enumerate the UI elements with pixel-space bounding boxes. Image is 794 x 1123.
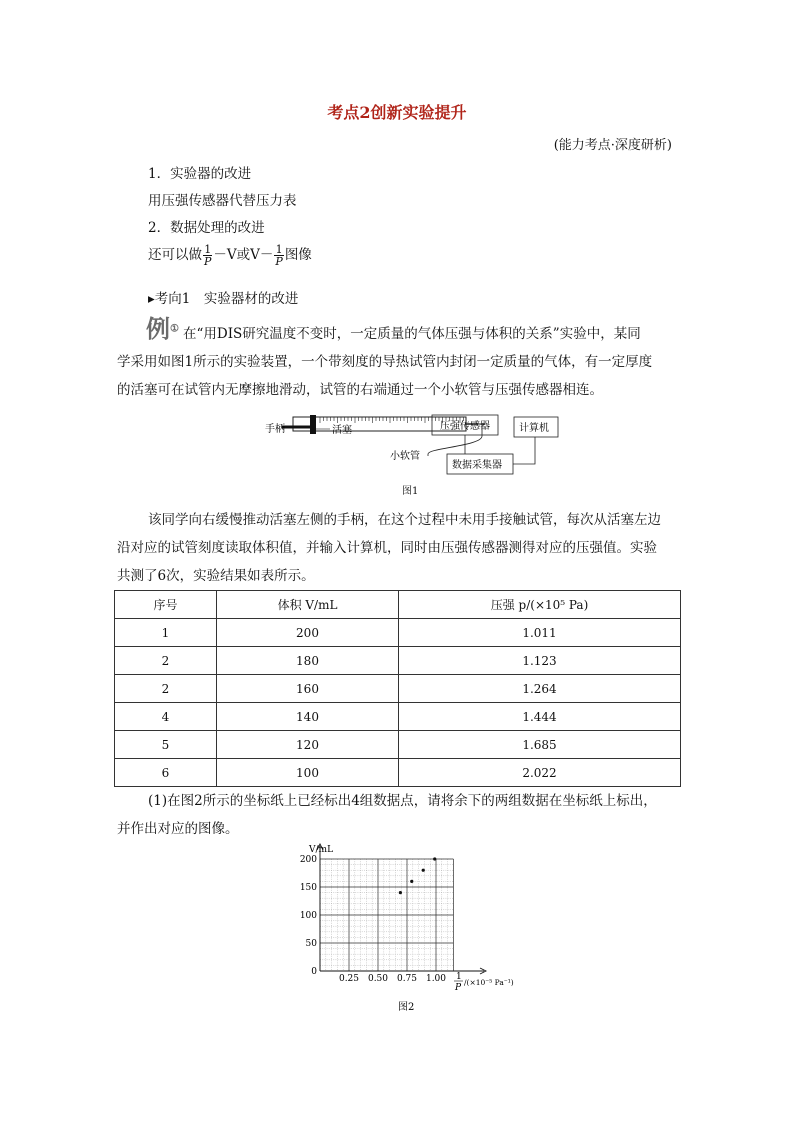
y-tick-labels xyxy=(300,855,317,977)
label-tube: 小软管 xyxy=(390,451,420,462)
fraction-numerator: 1 xyxy=(204,243,212,256)
item-2-mid: －V或V－ xyxy=(213,247,274,263)
table-row xyxy=(115,759,681,787)
table-cell: 2 xyxy=(115,675,217,703)
table-cell: 200 xyxy=(217,619,399,647)
table-cell: 120 xyxy=(217,731,399,759)
question-1-line-2: 并作出对应的图像。 xyxy=(117,821,239,837)
table-header: 体积 V/mL xyxy=(217,591,399,619)
x-axis-label-num: 1 xyxy=(456,972,462,982)
table-cell: 2 xyxy=(115,647,217,675)
x-axis-label-den: P xyxy=(455,983,462,993)
item-2-suffix: 图像 xyxy=(284,247,312,263)
fraction-denominator: P xyxy=(204,255,212,268)
figure-1-caption: 图1 xyxy=(402,486,419,497)
table-cell: 1.011 xyxy=(399,619,681,647)
item-2-prefix: 还可以做 xyxy=(148,247,202,263)
table-row xyxy=(115,675,681,703)
item-1: 1．实验器的改进 xyxy=(148,166,252,182)
fraction-1-over-p-2 xyxy=(274,244,283,267)
x-tick-label: 0.25 xyxy=(338,974,360,984)
table-cell: 1.123 xyxy=(399,647,681,675)
table-cell: 6 xyxy=(115,759,217,787)
item-1-detail: 用压强传感器代替压力表 xyxy=(148,193,297,209)
table-cell: 1.685 xyxy=(399,731,681,759)
x-tick-label: 1.00 xyxy=(425,974,447,984)
example-glyph: 例 xyxy=(146,314,170,343)
table-header: 压强 p/(×10⁵ Pa) xyxy=(399,591,681,619)
label-computer: 计算机 xyxy=(519,423,549,434)
direction-heading: ▸考向1 实验器材的改进 xyxy=(148,291,299,307)
label-sensor: 压强传感器 xyxy=(440,421,490,432)
x-tick-label: 0.50 xyxy=(367,974,389,984)
wire-collector-computer xyxy=(513,437,535,464)
page-title: 考点2创新实验提升 xyxy=(327,103,467,122)
figure-2-caption: 图2 xyxy=(398,1002,415,1013)
table-cell: 5 xyxy=(115,731,217,759)
table-row xyxy=(115,731,681,759)
label-collector: 数据采集器 xyxy=(452,460,502,471)
data-point xyxy=(422,869,425,872)
label-handle: 手柄 xyxy=(265,424,285,435)
table-cell: 1 xyxy=(115,619,217,647)
piston-block xyxy=(310,415,316,434)
table-row xyxy=(115,619,681,647)
x-axis-label-unit: /(×10⁻⁵ Pa⁻¹) xyxy=(464,978,514,987)
item-2: 2．数据处理的改进 xyxy=(148,220,265,236)
fraction-denominator-2: P xyxy=(275,255,283,268)
table-row xyxy=(115,703,681,731)
data-table xyxy=(114,590,681,787)
y-axis-label: V/mL xyxy=(309,845,334,855)
table-row xyxy=(115,647,681,675)
data-point xyxy=(399,891,402,894)
y-tick-label: 100 xyxy=(299,911,317,921)
y-tick-label: 200 xyxy=(299,855,317,865)
example-line-1: 在“用DIS研究温度不变时，一定质量的气体压强与体积的关系”实验中，某同 xyxy=(183,326,641,342)
figure-2-chart xyxy=(290,840,540,1020)
chart-axes xyxy=(317,844,486,974)
question-1-line-1: (1)在图2所示的坐标纸上已经标出4组数据点，请将余下的两组数据在坐标纸上标出， xyxy=(148,793,657,809)
paragraph-2-line-1: 该同学向右缓慢推动活塞左侧的手柄，在这个过程中未用手接触试管，每次从活塞左边 xyxy=(148,512,661,528)
table-header-row xyxy=(115,591,681,619)
fraction-numerator-2: 1 xyxy=(275,243,283,256)
paragraph-2-line-2: 沿对应的试管刻度读取体积值，并输入计算机，同时由压强传感器测得对应的压强值。实验 xyxy=(117,540,657,556)
y-tick-label: 50 xyxy=(305,939,317,949)
table-cell: 100 xyxy=(217,759,399,787)
example-line-2: 学采用如图1所示的实验装置，一个带刻度的导热试管内封闭一定质量的气体，有一定厚度 xyxy=(117,354,653,370)
example-circle: ① xyxy=(170,323,179,335)
section-tag: (能力考点·深度研析) xyxy=(553,138,672,153)
x-tick-labels xyxy=(339,974,446,984)
table-cell: 4 xyxy=(115,703,217,731)
data-point xyxy=(433,857,436,860)
example-line-3: 的活塞可在试管内无摩擦地滑动，试管的右端通过一个小软管与压强传感器相连。 xyxy=(117,382,603,398)
table-cell: 1.264 xyxy=(399,675,681,703)
example-mark xyxy=(146,309,179,344)
figure-1-apparatus xyxy=(260,412,560,492)
label-piston: 活塞 xyxy=(332,425,352,436)
table-cell: 2.022 xyxy=(399,759,681,787)
table-cell: 140 xyxy=(217,703,399,731)
y-tick-label: 0 xyxy=(311,967,317,977)
table-cell: 160 xyxy=(217,675,399,703)
table-cell: 1.444 xyxy=(399,703,681,731)
table-header: 序号 xyxy=(115,591,217,619)
fraction-1-over-p xyxy=(203,244,212,267)
item-2-detail xyxy=(148,243,312,267)
data-point xyxy=(410,880,413,883)
table-cell: 180 xyxy=(217,647,399,675)
y-tick-label: 150 xyxy=(299,883,317,893)
paragraph-2-line-3: 共测了6次，实验结果如表所示。 xyxy=(117,568,315,584)
x-tick-label: 0.75 xyxy=(396,974,418,984)
